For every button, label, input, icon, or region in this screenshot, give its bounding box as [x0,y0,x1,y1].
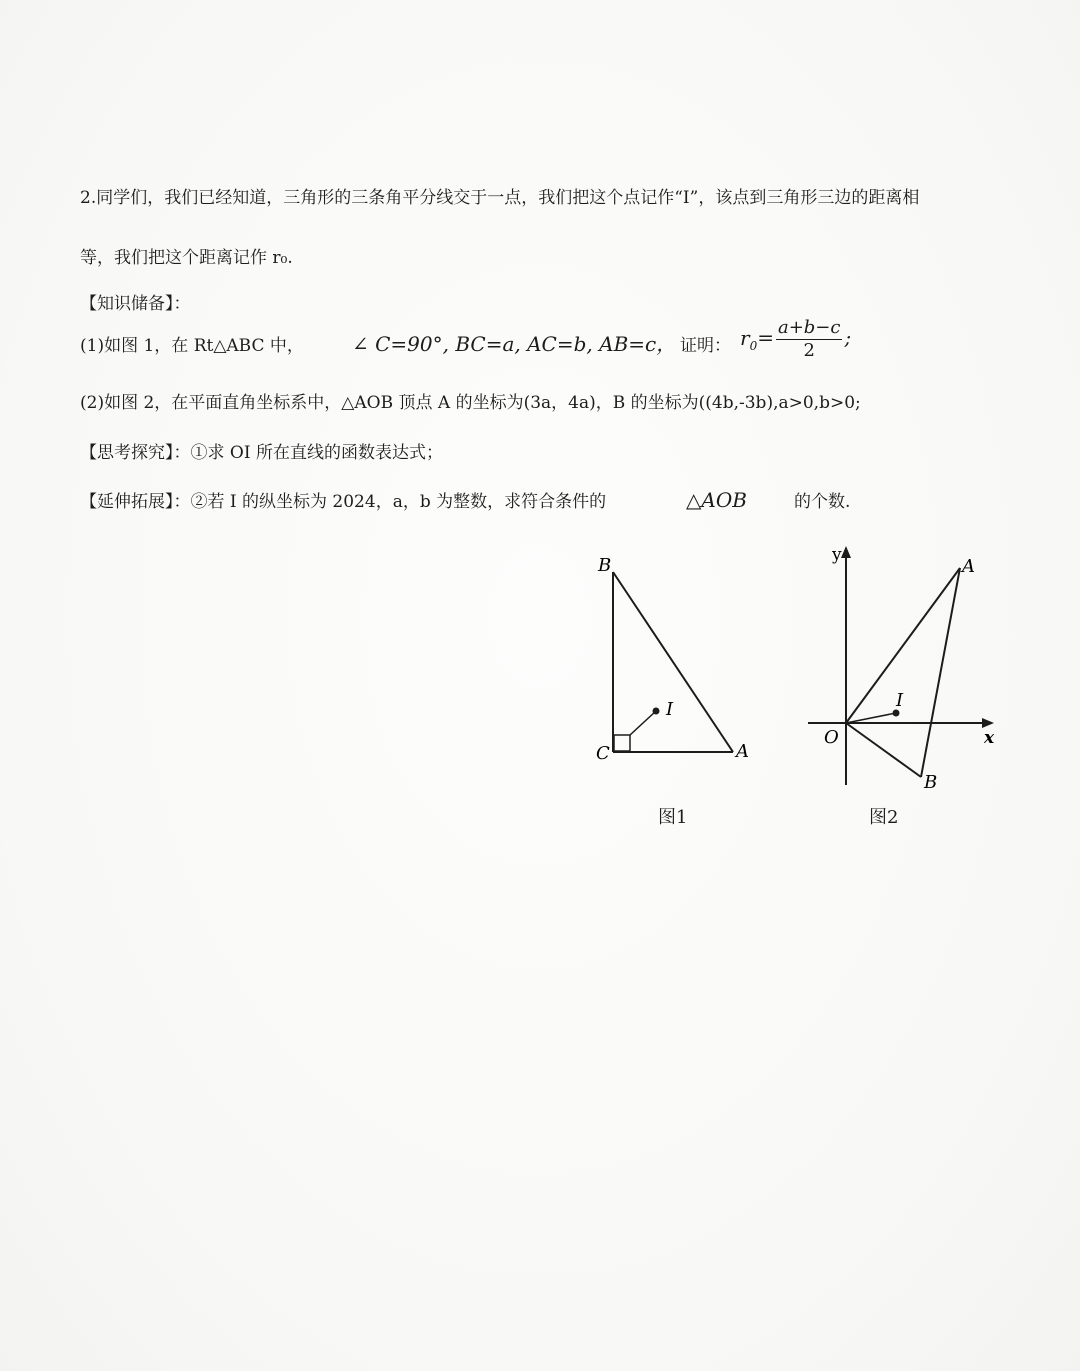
incenter-point [653,708,660,715]
figure-2-caption: 图2 [869,807,899,828]
part1-prefix: (1)如图 1，在 Rt△ABC 中， [80,336,304,356]
segment-oi [846,713,896,723]
knowledge-heading: 【知识储备】： [80,294,191,314]
part1-formula [740,318,851,362]
problem-statement-line-1: 2.同学们，我们已经知道，三角形的三条角平分线交于一点，我们把这个点记作“I”，该点到三角形三边的距离相 [80,188,920,208]
explore-question: 【思考探究】：①求 OI 所在直线的函数表达式； [80,443,443,463]
label-a: A [962,556,975,577]
equals-sign: = [757,325,774,350]
label-x: x [984,728,995,748]
problem-statement-line-2: 等，我们把这个距离记作 r₀. [80,248,293,268]
x-axis-arrow [982,718,994,728]
label-o: O [824,727,839,748]
figure-2-coordinate-plane [800,540,1010,800]
label-b: B [924,772,938,793]
right-angle-mark [614,735,630,751]
label-y: y [832,545,842,565]
label-a: A [736,741,749,762]
part1-prove-label: 证明： [680,336,731,356]
side-ab [921,568,960,777]
label-i: I [666,699,674,720]
part2-statement: (2)如图 2，在平面直角坐标系中，△AOB 顶点 A 的坐标为(3a，4a)，B 的坐标为((4b,-3b),a>0,b>0; [80,393,861,413]
part1-condition: ∠ C=90°, BC=a, AC=b, AB=c， [352,332,677,356]
label-c: C [596,743,610,764]
extend-question-math: △AOB [686,488,747,512]
semicolon: ; [844,325,852,350]
figure-1-triangle [580,545,780,775]
label-b: B [598,555,612,576]
figure-1-caption: 图1 [658,807,688,828]
extend-question-prefix: 【延伸拓展】：②若 I 的纵坐标为 2024，a，b 为整数，求符合条件的 [80,492,607,512]
side-ab [613,572,733,752]
y-axis-arrow [841,546,851,558]
fraction-numerator: a+b−c [777,317,841,338]
extend-question-suffix: 的个数. [794,492,851,512]
fraction-denominator: 2 [803,340,815,361]
side-ob [846,723,921,777]
incenter-segment [630,711,656,735]
label-i: I [896,690,904,711]
r0-fraction [776,318,843,362]
r0-symbol: $r_0$ [740,325,758,353]
